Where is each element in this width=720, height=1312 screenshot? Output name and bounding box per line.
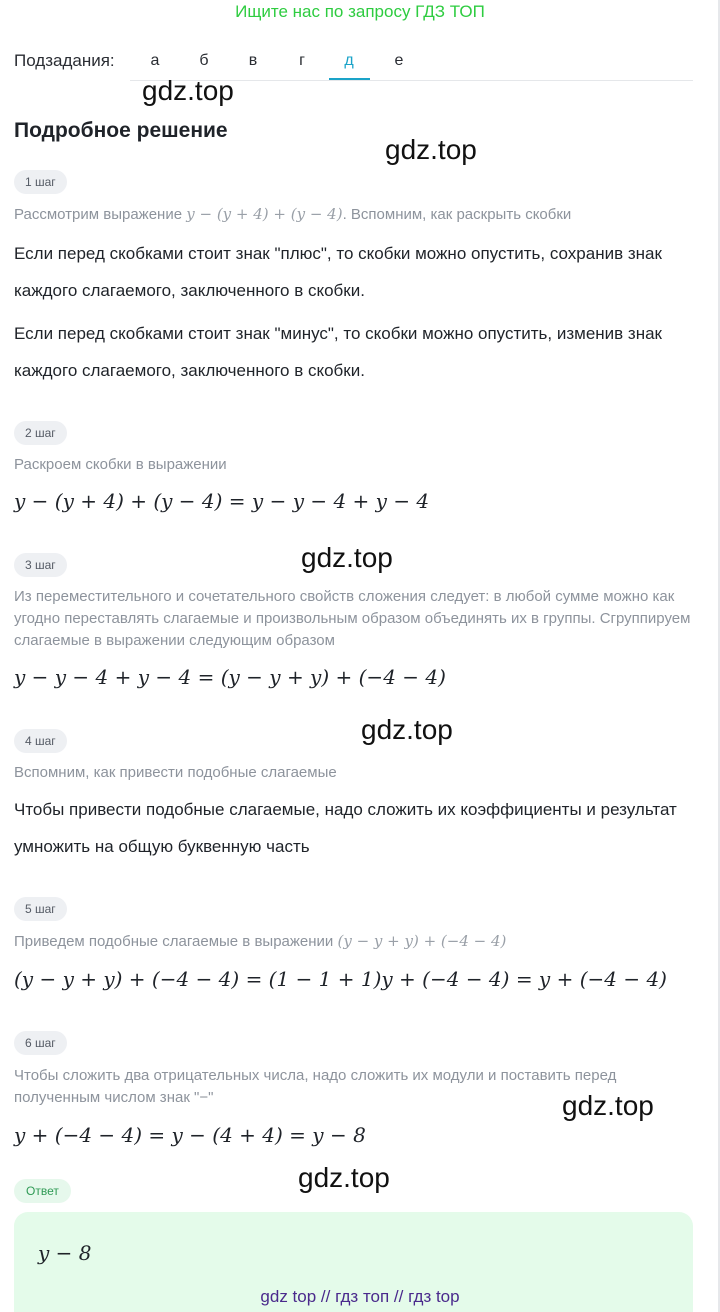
step-intro-text: Приведем подобные слагаемые в выражении: [14, 933, 338, 950]
step-badge: 2 шаг: [14, 421, 67, 445]
active-tab-indicator: [329, 78, 370, 80]
step-formula: y − (y + 4) + (y − 4) = y − y − 4 + y − 4: [14, 489, 430, 513]
tab-g[interactable]: г: [299, 52, 305, 69]
subtasks-label: Подзадания:: [14, 51, 115, 70]
step-intro: Раскроем скобки в выражении: [14, 456, 227, 473]
tab-v[interactable]: в: [248, 52, 258, 69]
step-intro-text: . Вспомним, как раскрыть скобки: [342, 206, 572, 223]
step-intro: Вспомним, как привести подобные слагаемые: [14, 764, 337, 781]
step-badge: 1 шаг: [14, 170, 67, 194]
answer-badge: Ответ: [14, 1179, 71, 1203]
tab-e[interactable]: е: [394, 52, 404, 69]
step-badge: 5 шаг: [14, 897, 67, 921]
answer-value: y − 8: [38, 1241, 92, 1265]
step-formula: y − y − 4 + y − 4 = (y − y + y) + (−4 − 4): [14, 665, 446, 689]
step-intro: [14, 203, 694, 226]
watermark: gdz.top: [142, 75, 234, 106]
step-badge: 3 шаг: [14, 553, 67, 577]
watermark: gdz.top: [298, 1162, 390, 1193]
watermark: gdz.top: [562, 1090, 654, 1121]
tab-d[interactable]: д: [344, 52, 354, 69]
step-intro-math: (y − y + y) + (−4 − 4): [337, 932, 507, 950]
watermark: gdz.top: [301, 542, 393, 573]
step-intro-text: Рассмотрим выражение: [14, 206, 187, 223]
tab-a[interactable]: а: [150, 52, 160, 69]
step-intro: Чтобы сложить два отрицательных числа, надо сложить их модули и поставить перед полученным числом знак "−": [14, 1067, 617, 1106]
page-title: Подробное решение: [14, 119, 228, 142]
footer-links[interactable]: gdz top // гдз топ // гдз top: [260, 1287, 460, 1306]
watermark: gdz.top: [385, 134, 477, 165]
step-intro-math: y − (y + 4) + (y − 4): [186, 205, 343, 223]
rule-text: Если перед скобками стоит знак "минус", то скобки можно опустить, изменив знак каждого слагаемого, заключенного в скобки.: [14, 324, 662, 380]
rule-text: Если перед скобками стоит знак "плюс", то скобки можно опустить, сохранив знак каждого слагаемого, заключенного в скобки.: [14, 244, 662, 300]
tab-b[interactable]: б: [199, 52, 209, 69]
step-badge: 6 шаг: [14, 1031, 67, 1055]
step-intro: Из переместительного и сочетательного свойств сложения следует: в любой сумме можно как угодно переставлять слагаемые и произвольным образом объединять их в группы. Сгруппируем слагаемые в выражении следующим образом: [14, 588, 691, 649]
search-hint-banner: Ищите нас по запросу ГДЗ ТОП: [235, 2, 485, 21]
watermark: gdz.top: [361, 714, 453, 745]
step-intro: [14, 930, 694, 953]
step-badge: 4 шаг: [14, 729, 67, 753]
step-formula: y + (−4 − 4) = y − (4 + 4) = y − 8: [14, 1123, 366, 1147]
step-formula: (y − y + y) + (−4 − 4) = (1 − 1 + 1)y + (−4 − 4) = y + (−4 − 4): [14, 967, 667, 991]
rule-text: Чтобы привести подобные слагаемые, надо сложить их коэффициенты и результат умножить на общую буквенную часть: [14, 800, 677, 856]
